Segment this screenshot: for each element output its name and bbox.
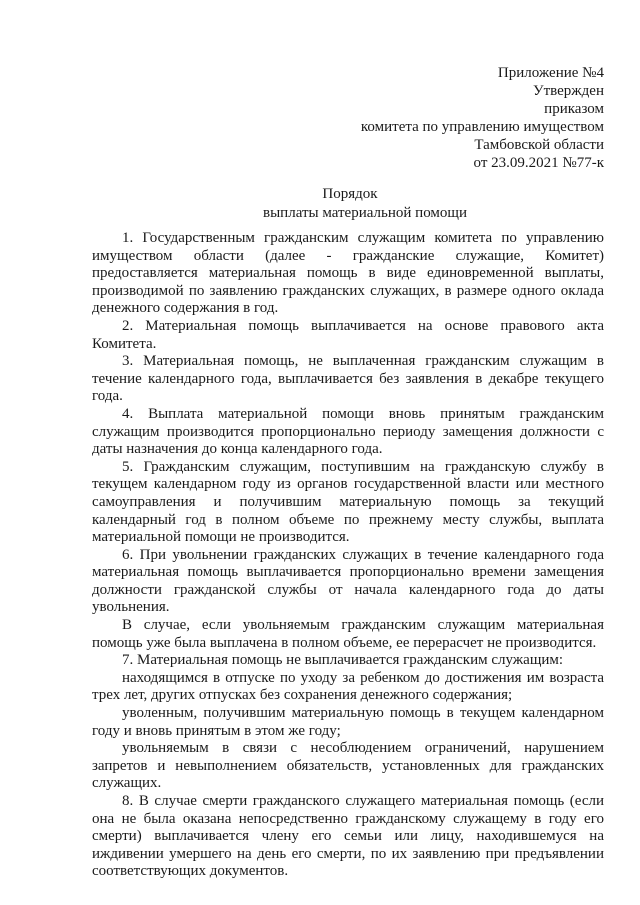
paragraph-7-item-1: находящимся в отпуске по уходу за ребенком до достижения им возраста трех лет, других отпусках без сохранения денежного содержания; bbox=[92, 669, 604, 704]
document-title bbox=[0, 185, 640, 223]
paragraph-6-note: В случае, если увольняемым гражданским служащим материальная помощь уже была выплачена в полном объеме, ее перерасчет не производится. bbox=[92, 617, 604, 651]
paragraph-2: 2. Материальная помощь выплачивается на основе правового акта Комитета. bbox=[92, 317, 604, 352]
title-line-1: Порядок bbox=[322, 186, 378, 202]
document-body bbox=[92, 230, 604, 881]
title-line-2: выплаты материальной помощи bbox=[263, 205, 467, 221]
paragraph-3: 3. Материальная помощь, не выплаченная гражданским служащим в течение календарного года, выплачивается без заявления в декабре текущего года. bbox=[92, 353, 604, 405]
approval-annex-number: Приложение №4 bbox=[497, 65, 604, 81]
approval-approved: Утвержден bbox=[532, 83, 604, 99]
approval-region: Тамбовской области bbox=[474, 137, 604, 153]
approval-order: приказом bbox=[544, 101, 604, 117]
approval-date-number: от 23.09.2021 №77-к bbox=[473, 155, 604, 171]
paragraph-7: 7. Материальная помощь не выплачивается гражданским служащим: bbox=[122, 652, 564, 669]
paragraph-6: 6. При увольнении гражданских служащих в течение календарного года материальная помощь выплачивается пропорционально времени замещения должности гражданской службы от начала календарного года до даты увольнения. bbox=[92, 546, 604, 616]
paragraph-1: 1. Государственным гражданским служащим комитета по управлению имуществом области (далее - гражданские служащие, Комитет) предоставляется материальная помощь в виде единовременной выплаты, производимой по заявлению гражданских служащих, в размере одного оклада денежного содержания в год. bbox=[92, 230, 604, 317]
approval-block bbox=[361, 64, 604, 172]
paragraph-7-item-3: увольняемым в связи с несоблюдением ограничений, нарушением запретов и невыполнением обязательств, установленных для гражданских служащих. bbox=[92, 740, 604, 792]
approval-committee: комитета по управлению имуществом bbox=[360, 119, 604, 135]
paragraph-5: 5. Гражданским служащим, поступившим на гражданскую службу в текущем календарном году из органов государственной власти или местного самоуправления и получившим материальную помощь за текущий календарный год в полном объеме по прежнему месту службы, выплата материальной помощи не производится. bbox=[92, 458, 604, 546]
paragraph-8: 8. В случае смерти гражданского служащего материальная помощь (если она не была оказана непосредственно гражданскому служащему в году его смерти) выплачивается члену его семьи или лицу, находившемуся на иждивении умершего на день его смерти, по их заявлению при предъявлении соответствующих документов. bbox=[92, 793, 604, 880]
paragraph-4: 4. Выплата материальной помощи вновь принятым гражданским служащим производится пропорционально периоду замещения должности с даты назначения до конца календарного года. bbox=[92, 405, 604, 458]
paragraph-7-item-2: уволенным, получившим материальную помощь в текущем календарном году и вновь принятым в этом же году; bbox=[92, 705, 604, 739]
